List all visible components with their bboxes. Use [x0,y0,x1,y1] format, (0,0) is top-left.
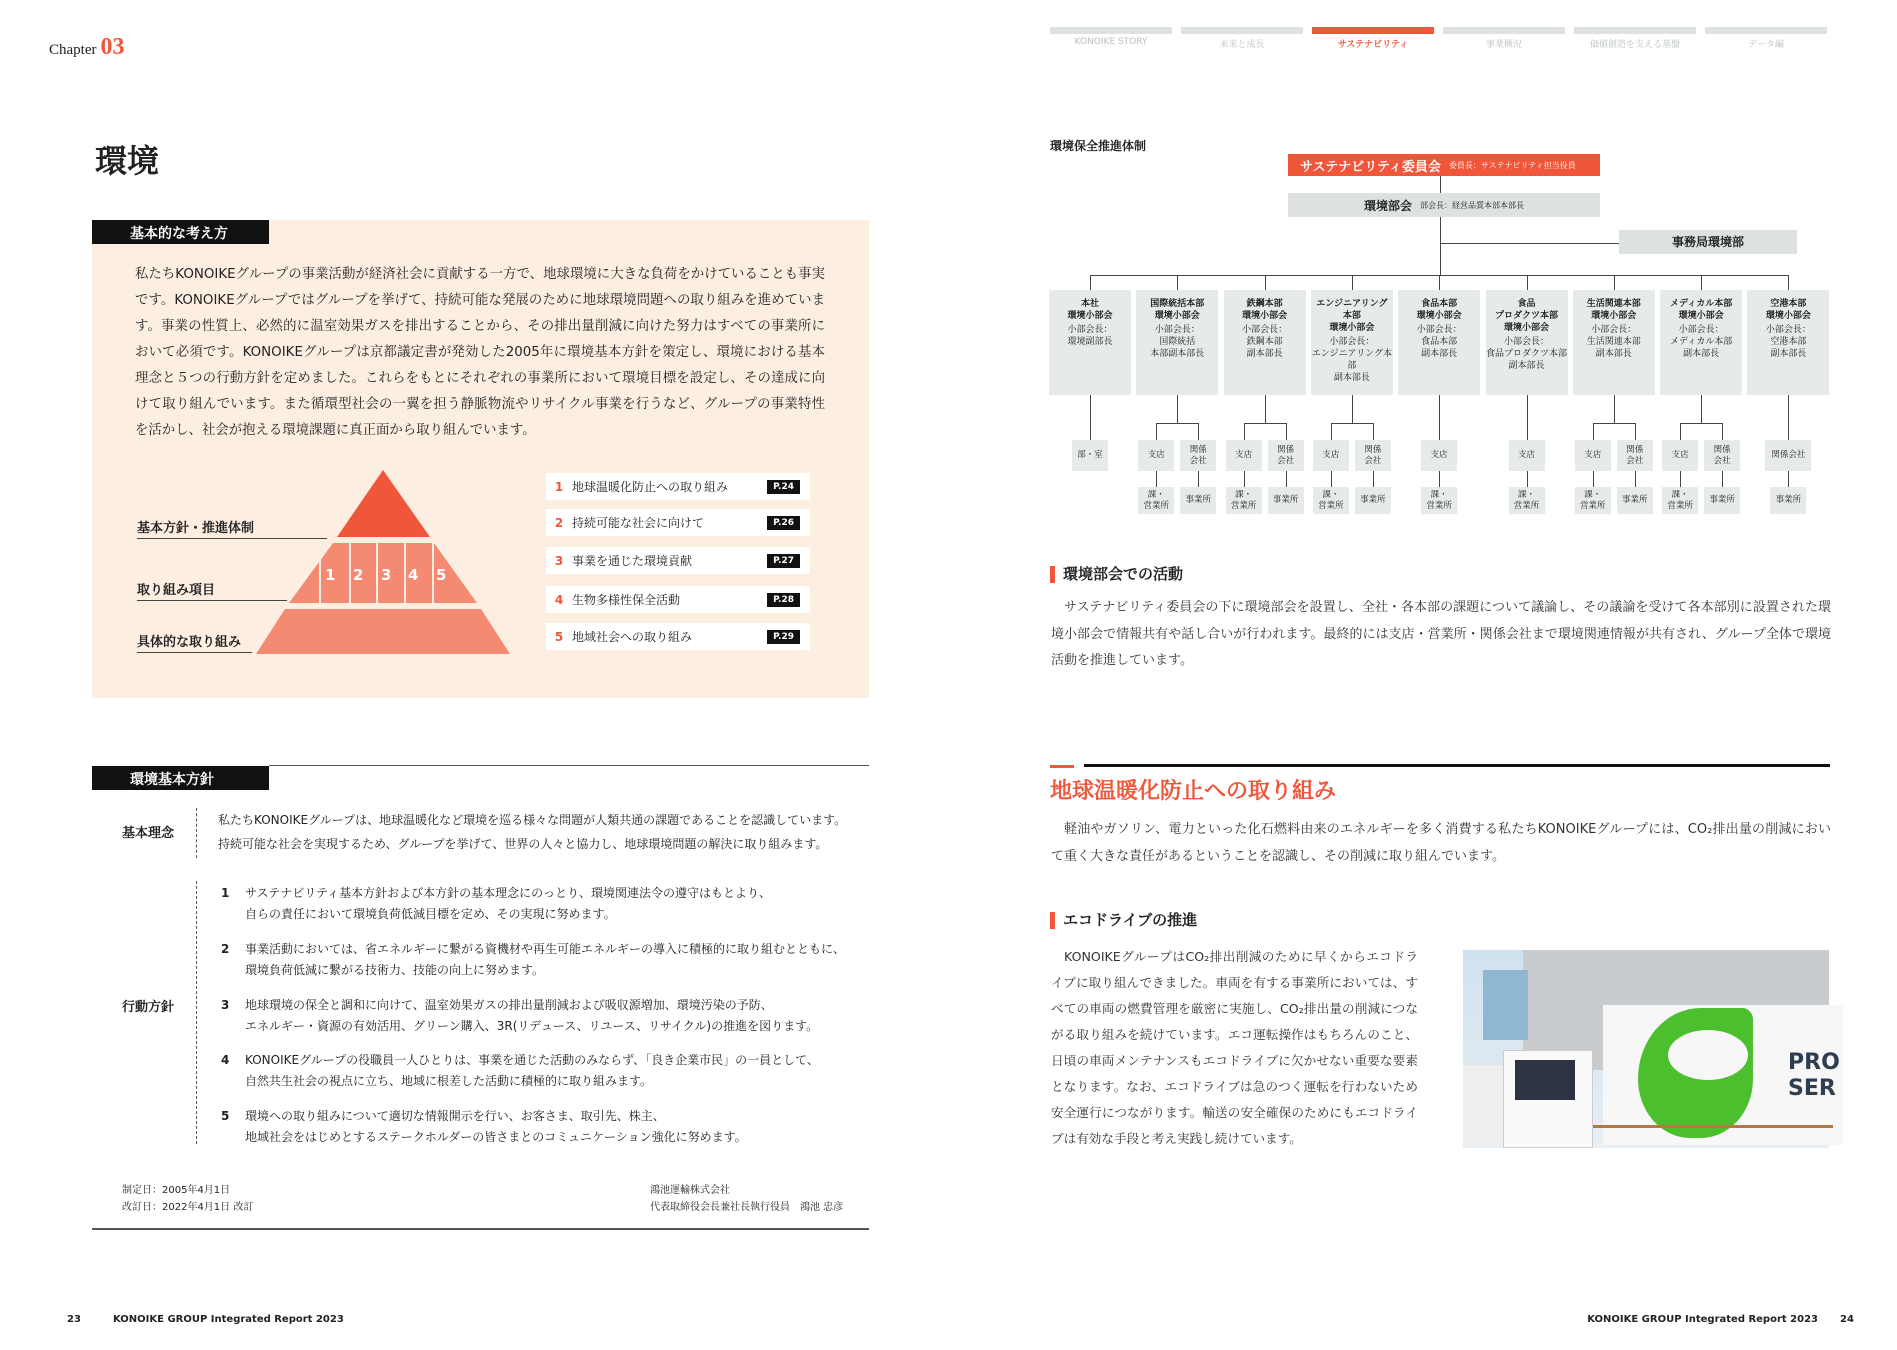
truck-stripe [1593,1125,1833,1128]
accent-line [1050,765,1074,768]
committee-box [1288,154,1600,176]
divider [1084,764,1830,767]
org-unit-box: 支店 [1575,440,1611,471]
subcommittee-name: エンジニアリング 本部 環境小部会 [1316,299,1388,333]
subcommittee-chair: 小部会長： エンジニアリング本部 副本部長 [1311,337,1393,383]
truck-lettering: PRO SER [1788,1050,1840,1101]
org-unit-box: 関係 会社 [1704,440,1740,471]
tab-bar-0[interactable] [1050,27,1172,34]
org-unit-box: 支店 [1313,440,1349,471]
page-title: 環境 [95,142,160,180]
subcommittee-chair: 小部会長： 食品プロダクツ本部 副本部長 [1485,337,1567,371]
org-unit-box: 関係 会社 [1355,440,1391,471]
connector-line [1177,275,1178,290]
tab-bar-1[interactable] [1181,27,1303,34]
dashed-divider [196,881,197,1144]
connector-line [1331,423,1332,440]
tab-bar-2[interactable] [1312,27,1434,34]
signatory: 代表取締役会長兼社長執行役員 鴻池 忠彦 [650,1202,844,1213]
connector-line [1244,423,1286,424]
subcommittee-chair: 小部会長： 生活関連本部 副本部長 [1586,325,1641,359]
connector-line [1265,275,1266,290]
dates [122,1182,253,1216]
topic-link-4[interactable] [546,586,810,613]
connector-line [1527,275,1528,290]
connector-line [1265,395,1266,423]
connector-line [1722,471,1723,487]
pyramid-number: 5 [436,566,447,584]
action-line: 事業活動においては、省エネルギーに繋がる資機材や再生可能エネルギーの導入に積極的に取り組むとともに、 [245,942,846,956]
topic-link-1[interactable] [546,473,810,500]
page-number-left: 23 [67,1314,81,1325]
connector-line [1373,471,1374,487]
connector-line [1680,423,1681,440]
connector-line [1156,423,1198,424]
pyramid-top [337,470,430,537]
subcommittee-box [1224,290,1306,395]
ecodrive-text: KONOIKEグループはCO₂排出削減のために早くからエコドライブに取り組んできました。車両を有する事業所においては、すべての車両の燃費管理を厳密に実施し、CO₂排出量の削減につながる取り組みを続けています。エコ運転操作はもちろんのこと、日頃の車両メンテナンスもエコドライブに欠かせない重要な要素となります。なお、エコドライブは急のつく運転を行わないため安全運行につながります。輸送の安全確保のためにもエコドライブは有効な手段と考え実践し続けています。 [1051,949,1418,1146]
revised-date: 改訂日：2022年4月1日 改訂 [122,1202,254,1213]
action-line: 自らの責任において環境負荷低減目標を定め、その実現に努めます。 [245,907,616,921]
tab-bar-5[interactable] [1705,27,1827,34]
org-unit-box: 支店 [1226,440,1262,471]
subcommittee-name: 生活関連本部 環境小部会 [1586,299,1641,321]
connector-line [1352,395,1353,423]
connector-line [1635,471,1636,487]
connector-line [1286,471,1287,487]
org-unit-box: 事業所 [1355,487,1391,514]
connector-line [1090,395,1091,440]
topic-label: 持続可能な社会に向けて [572,516,705,530]
activity-heading: 環境部会での活動 [1050,566,1183,583]
org-unit-box: 事業所 [1268,487,1304,514]
connector-line [1680,471,1681,487]
connector-line [1198,471,1199,487]
subcommittee-box [1486,290,1568,395]
tab-bar-3[interactable] [1443,27,1565,34]
org-unit-box: 課・ 営業所 [1662,487,1698,514]
subcommittee-chair: 小部会長： メディカル本部 副本部長 [1669,325,1733,359]
secretariat-box: 事務局環境部 [1619,230,1797,254]
connector-line [1090,275,1091,290]
subcommittee-chair: 小部会長： 空港本部 副本部長 [1765,325,1811,359]
topic-number: 5 [554,629,564,644]
tab-4[interactable]: 価値創造を支える基盤 [1589,40,1680,50]
org-unit-box: 課・ 営業所 [1509,487,1545,514]
truck-photo [1463,950,1840,1148]
connector-line [1788,395,1789,440]
building-sign [1483,970,1528,1040]
subcommittee-box [1049,290,1131,395]
connector-line [1593,423,1635,424]
org-unit-box: 関係会社 [1765,440,1811,471]
page-ref-badge: P.27 [767,554,800,568]
topic-label: 地球温暖化防止への取り組み [572,480,729,494]
tab-1[interactable]: 未来と成長 [1219,40,1265,50]
org-unit-box: 事業所 [1617,487,1653,514]
connector-line [1244,471,1245,487]
action-line: 地域社会をはじめとするステークホルダーの皆さまとのコミュニケーション強化に努めます。 [245,1130,747,1144]
subcommittee-name: メディカル本部 環境小部会 [1669,299,1733,321]
basic-approach-heading: 基本的な考え方 [92,220,269,244]
org-unit-box: 課・ 営業所 [1575,487,1611,514]
connector-line [1635,423,1636,440]
footer-report-right: KONOIKE GROUP Integrated Report 2023 [1587,1314,1818,1325]
action-number: 3 [221,998,230,1012]
page-ref-badge: P.26 [767,516,800,530]
org-unit-box: 支店 [1138,440,1174,471]
pyramid-diagram [250,465,520,660]
org-unit-box: 関係 会社 [1617,440,1653,471]
connector-line [1439,471,1440,487]
org-unit-box: 課・ 営業所 [1226,487,1262,514]
topic-number: 3 [554,553,564,568]
tab-0[interactable]: KONOIKE STORY [1074,37,1148,47]
page-ref-badge: P.28 [767,593,800,607]
subcommittee-name: 鉄鋼本部 環境小部会 [1242,299,1288,321]
topic-link-5[interactable] [546,623,810,650]
pyramid-number: 3 [381,566,392,584]
warming-heading: 地球温暖化防止への取り組み [1050,779,1337,804]
action-label: 行動方針 [122,1000,175,1015]
action-line: 地球環境の保全と調和に向けて、温室効果ガスの排出量削減および吸収源増加、環境汚染の予防、 [245,998,773,1012]
chapter-text: Chapter [49,42,97,58]
topic-number: 1 [554,479,564,494]
subcommittee-name: 空港本部 環境小部会 [1765,299,1811,321]
subcommittee-box [1573,290,1655,395]
connector-line [1198,423,1199,440]
activity-text: サステナビリティ委員会の下に環境部会を設置し、全社・各本部の課題について議論し、その議論を受けて各本部別に設置された環境小部会で情報共有や話し合いが行われます。最終的には支店・営業所・関係会社まで環境関連情報が共有され、グループ全体で環境活動を推進しています。 [1051,600,1831,668]
topic-number: 4 [554,592,564,607]
org-unit-box: 事業所 [1704,487,1740,514]
philosophy-label: 基本理念 [122,826,175,841]
connector-line [1156,471,1157,487]
org-unit-box: 支店 [1421,440,1457,471]
subcommittee-chair: 小部会長： 鉄鋼本部 副本部長 [1242,325,1288,359]
policy-heading: 環境基本方針 [92,766,269,790]
connector-line [1614,395,1615,423]
org-unit-box: 課・ 営業所 [1313,487,1349,514]
connector-line [1788,471,1789,487]
ecodrive-heading: エコドライブの推進 [1050,912,1197,929]
topic-number: 2 [554,515,564,530]
pyramid-number: 4 [408,566,419,584]
action-line: 環境への取り組みについて適切な情報開示を行い、お客さま、取引先、株主、 [245,1109,665,1123]
subcommittee-name: 本社 環境小部会 [1067,299,1113,321]
subcommittee-box [1398,290,1480,395]
chapter-number: 03 [100,34,125,60]
footer-report-left: KONOIKE GROUP Integrated Report 2023 [113,1314,344,1325]
page-number-right: 24 [1840,1314,1854,1325]
subcommittee-name: 食品 プロダクツ本部 環境小部会 [1494,299,1558,333]
connector-line [1331,471,1332,487]
topic-link-3[interactable] [546,547,810,574]
topic-label: 生物多様性保全活動 [572,593,681,607]
logo-swoosh [1668,1030,1748,1080]
subcommittee-box [1136,290,1218,395]
tab-3[interactable]: 事業概況 [1485,40,1522,50]
connector-line [1439,395,1440,440]
connector-line [1156,423,1157,440]
connector-line [1614,275,1615,290]
truck-window [1515,1060,1575,1100]
connector-line [1286,423,1287,440]
connector-line [1527,471,1528,487]
pyramid-base [256,609,510,654]
connector-line [1244,423,1245,440]
basic-approach-text: 私たちKONOIKEグループの事業活動が経済社会に貢献する一方で、地球環境に大きな負荷をかけていることも事実です。KONOIKEグループではグループを挙げて、持続可能な発展のために地球環境問題への取り組みを進めています。事業の性質上、必然的に温室効果ガスを排出することから、その排出量削減に向けた努力はすべての事業所において必須です。KONOIKEグループは京都議定書が発効した2005年に環境基本方針を策定し、環境における基本理念と５つの行動方針を定めました。これらをもとにそれぞれの事業所において環境目標を設定し、その達成に向けて取り組んでいます。また循環型社会の一翼を担う静脈物流やリサイクル事業を行うなど、グループの事業特性を活かし、社会が抱える環境課題に真正面から取り組んでいます。 [135,267,825,438]
signature [650,1182,843,1216]
connector-line [1331,423,1373,424]
action-line: KONOIKEグループの役職員一人ひとりは、事業を通じた活動のみならず、「良き企業市民」の一員として、 [245,1053,819,1067]
committee-name: サステナビリティ委員会 [1300,159,1441,175]
action-line: 自然共生社会の視点に立ち、地域に根差した活動に積極的に取り組みます。 [245,1074,653,1088]
connector-line [1352,275,1353,290]
subcommittee-chair: 小部会長： 食品本部 副本部長 [1416,325,1462,359]
tab-bar-4[interactable] [1574,27,1696,34]
action-number: 5 [221,1109,230,1123]
action-line: 環境負荷低減に繋がる技術力、技能の向上に努めます。 [245,963,545,977]
org-unit-box: 支店 [1509,440,1545,471]
org-unit-box: 課・ 営業所 [1421,487,1457,514]
org-unit-box: 関係 会社 [1180,440,1216,471]
page-ref-badge: P.29 [767,630,800,644]
chapter-label [49,34,124,61]
divider [269,765,869,766]
org-unit-box: 関係 会社 [1268,440,1304,471]
warming-text: 軽油やガソリン、電力といった化石燃料由来のエネルギーを多く消費する私たちKONOIKEグループには、CO₂排出量の削減において重く大きな責任があるということを認識し、その削減に取り組んでいます。 [1051,822,1831,864]
topic-link-2[interactable] [546,509,810,536]
connector-line [1593,423,1594,440]
subcommittee-chair: 小部会長： 環境副部長 [1067,325,1113,347]
divider [92,1228,869,1230]
subcommittee-box [1660,290,1742,395]
connector-line [1439,275,1440,290]
pyramid-number: 2 [353,566,364,584]
action-number: 2 [221,942,230,956]
pyramid-label-specific: 具体的な取り組み [137,631,252,653]
philosophy-line: 私たちKONOIKEグループは、地球温暖化など環境を巡る様々な問題が人類共通の課題であることを認識しています。 [218,813,847,827]
dept-council-box [1288,193,1600,217]
connector-line [1788,275,1789,290]
second-truck [1463,1065,1503,1145]
philosophy-line: 持続可能な社会を実現するため、グループを挙げて、世界の人々と協力し、地球環境問題の解決に取り組みます。 [218,837,828,851]
topic-label: 地域社会への取り組み [572,630,693,644]
action-number: 4 [221,1053,230,1067]
subcommittee-name: 国際統括本部 環境小部会 [1150,299,1205,321]
org-unit-box: 課・ 営業所 [1138,487,1174,514]
subcommittee-box [1311,290,1393,395]
org-unit-box: 事業所 [1770,487,1806,514]
connector-line [1177,395,1178,423]
connector-line [1722,423,1723,440]
connector-line [1680,423,1722,424]
subcommittee-name: 食品本部 環境小部会 [1416,299,1462,321]
org-unit-box: 部・室 [1072,440,1108,471]
org-unit-box: 事業所 [1180,487,1216,514]
philosophy-text [218,810,846,855]
tab-5[interactable]: データ編 [1747,40,1784,50]
action-line: サステナビリティ基本方針および本方針の基本理念にのっとり、環境関連法令の遵守はもとより、 [245,886,771,900]
company-name: 鴻池運輸株式会社 [650,1185,730,1196]
org-chart-title: 環境保全推進体制 [1050,139,1147,153]
page-ref-badge: P.24 [767,480,800,494]
subcommittee-box [1747,290,1829,395]
connector-line [1701,395,1702,423]
established-date: 制定日：2005年4月1日 [122,1185,231,1196]
org-unit-box: 支店 [1662,440,1698,471]
pyramid-label-policy: 基本方針・推進体制 [137,517,327,539]
action-number: 1 [221,886,230,900]
connector-line [1701,275,1702,290]
dept-council-name: 環境部会 [1363,198,1412,213]
pyramid-label-items: 取り組み項目 [137,579,287,601]
action-line: エネルギー・資源の有効活用、グリーン購入、3R(リデュース、リユース、リサイクル)の推進を図ります。 [245,1019,819,1033]
dashed-divider [196,808,197,858]
connector-line [1373,423,1374,440]
dept-council-chair: 部会長：経営品質本部本部長 [1420,200,1524,210]
connector-line [1593,471,1594,487]
tab-2[interactable]: サステナビリティ [1337,40,1409,50]
pyramid-number: 1 [325,566,336,584]
committee-chair: 委員長：サステナビリティ担当役員 [1448,160,1576,170]
connector-line [1527,395,1528,440]
subcommittee-chair: 小部会長： 国際統括 本部副本部長 [1150,325,1205,359]
topic-label: 事業を通じた環境貢献 [572,554,693,568]
